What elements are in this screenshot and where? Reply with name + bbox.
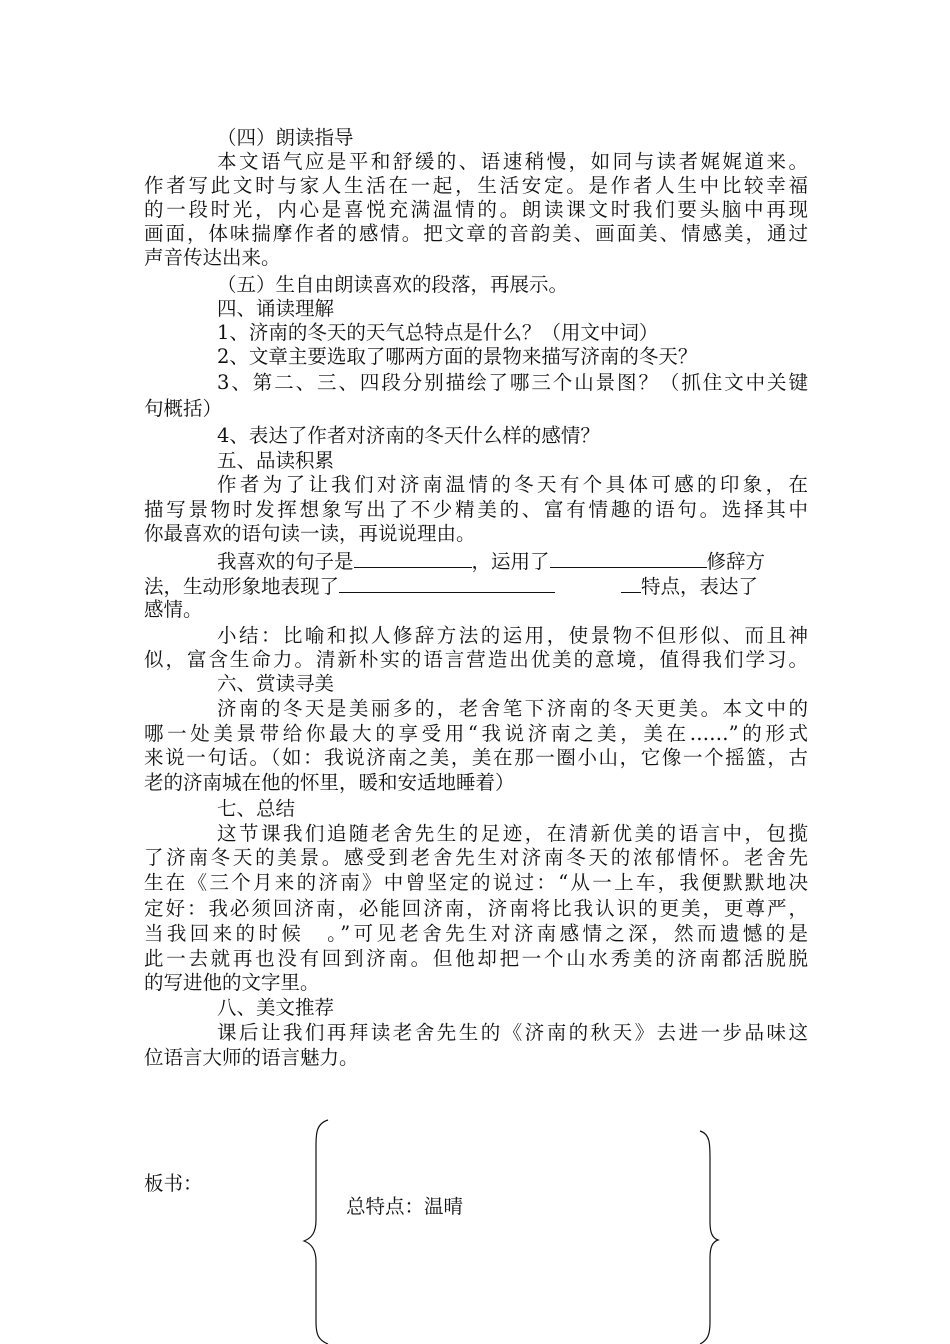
paragraph-line: 了济南冬天的美景。感受到老舍先生对济南冬天的浓郁情怀。老舍先 <box>144 846 808 869</box>
section-heading: 四、诵读理解 <box>217 297 335 320</box>
paragraph-line: 作者为了让我们对济南温情的冬天有个具体可感的印象，在 <box>217 473 808 496</box>
section-heading: （四）朗读指导 <box>217 126 354 149</box>
paragraph-line: 来说一句话。（如：我说济南之美，美在那一圈小山，它像一个摇篮，古 <box>144 746 808 769</box>
paragraph-line: 位语言大师的语言魅力。 <box>144 1046 359 1069</box>
paragraph-line: 的一段时光，内心是喜悦充满温情的。朗读课文时我们要头脑中再现 <box>144 198 808 221</box>
fill-text: ，运用了 <box>471 550 550 573</box>
question-line: 1、济南的冬天的天气总特点是什么？（用文中词） <box>217 321 659 344</box>
fill-text: 修辞方 <box>706 550 766 573</box>
paragraph-line: 济南的冬天是美丽多的，老舍笔下济南的冬天更美。本文中的 <box>217 697 808 720</box>
left-brace-icon <box>304 1120 328 1344</box>
paragraph-line: 作者写此文时与家人生活在一起，生活安定。是作者人生中比较幸福 <box>144 174 808 197</box>
paragraph-line: 生在《三个月来的济南》中曾坚定的说过：“从一上车，我便默默地决 <box>144 871 808 894</box>
paragraph-line: 课后让我们再拜读老舍先生的《济南的秋天》去进一步品味这 <box>217 1021 808 1044</box>
section-heading: 六、赏读寻美 <box>217 672 335 695</box>
paragraph-line: 哪一处美景带给你最大的享受用“我说济南之美，美在……”的形式 <box>144 722 808 745</box>
paragraph-line: 描写景物时发挥想象写出了不少精美的、富有情趣的语句。选择其中 <box>144 498 808 521</box>
fill-text: 我喜欢的句子是 <box>217 550 354 573</box>
paragraph-line: 此一去就再也没有回到济南。但他却把一个山水秀美的济南都活脱脱 <box>144 947 808 970</box>
paragraph-line: 定好：我必须回济南，必能回济南，济南将比我认识的更美，更尊严， <box>144 897 808 920</box>
board-label: 板书： <box>144 1172 203 1195</box>
paragraph-line: 画面，体味揣摩作者的感情。把文章的音韵美、画面美、情感美，通过 <box>144 222 808 245</box>
board-summary: 总特点：温晴 <box>346 1195 464 1218</box>
question-line: 4、表达了作者对济南的冬天什么样的感情？ <box>217 424 600 447</box>
paragraph-line: 本文语气应是平和舒缓的、语速稍慢，如同与读者娓娓道来。 <box>217 150 808 173</box>
section-heading: 八、美文推荐 <box>217 996 335 1019</box>
paragraph-line: 似，富含生命力。清新朴实的语言营造出优美的意境，值得我们学习。 <box>144 648 808 671</box>
section-heading: （五）生自由朗读喜欢的段落，再展示。 <box>217 273 569 296</box>
right-brace-icon <box>700 1131 718 1344</box>
paragraph-line: 声音传达出来。 <box>144 246 281 269</box>
section-heading: 五、品读积累 <box>217 449 335 472</box>
question-line: 句概括） <box>144 397 223 420</box>
fill-blank-line: 感情。 <box>144 598 203 621</box>
paragraph-line: 你最喜欢的语句读一读，再说说理由。 <box>144 522 476 545</box>
paragraph-line: 当我回来的时候 。”可见老舍先生对济南感情之深，然而遗憾的是 <box>144 922 808 945</box>
paragraph-line: 老的济南城在他的怀里，暖和安适地睡着） <box>144 771 515 794</box>
question-line: 3、第二、三、四段分别描绘了哪三个山景图？（抓住文中关键 <box>217 371 808 394</box>
question-line: 2、文章主要选取了哪两方面的景物来描写济南的冬天？ <box>217 345 698 368</box>
section-heading: 七、总结 <box>217 797 296 820</box>
paragraph-line: 的写进他的文字里。 <box>144 971 320 994</box>
paragraph-line: 这节课我们追随老舍先生的足迹，在清新优美的语言中，包揽 <box>217 822 808 845</box>
fill-text: 特点，表达了 <box>641 575 759 598</box>
paragraph-line: 小结：比喻和拟人修辞方法的运用，使景物不但形似、而且神 <box>217 624 808 647</box>
fill-text: 法，生动形象地表现了 <box>144 575 340 598</box>
